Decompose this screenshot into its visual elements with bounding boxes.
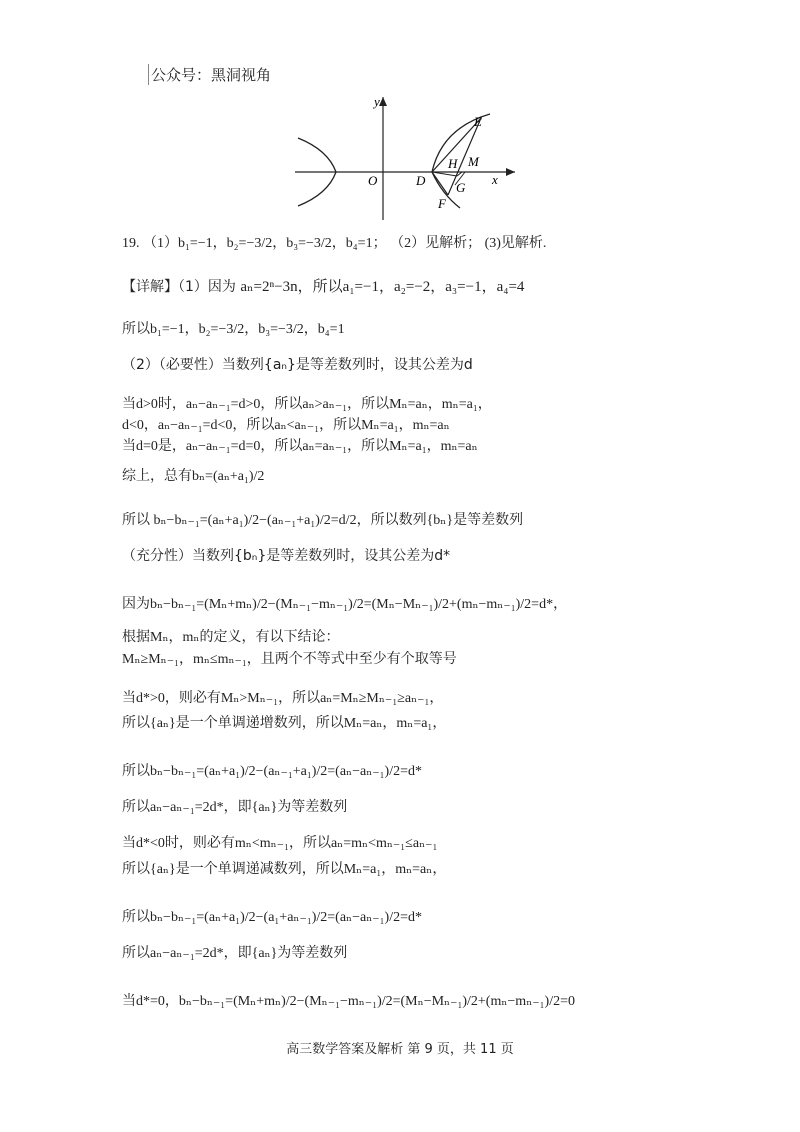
fig-label-E: E	[474, 114, 482, 129]
case3-line: 当d=0是，aₙ−aₙ₋₁=d=0，所以aₙ=aₙ₋₁，所以Mₙ=a₁，mₙ=aₙ	[122, 439, 478, 454]
detail-head	[122, 275, 524, 296]
neg4-line: 所以aₙ−aₙ₋₁=2d*，即{aₙ}为等差数列	[122, 946, 348, 961]
neg1-line: 当d*<0时，则必有mₙ<mₙ₋₁，所以aₙ=mₙ<mₙ₋₁≤aₙ₋₁	[122, 836, 438, 851]
b-values-line: 所以b₁=−1，b₂=−3/2，b₃=−3/2，b₄=1	[122, 322, 345, 337]
case2-line: d<0，aₙ−aₙ₋₁=d<0，所以aₙ<aₙ₋₁，所以Mₙ=a₁，mₙ=aₙ	[122, 418, 450, 433]
fig-label-y: y	[374, 94, 380, 109]
fig-label-F: F	[438, 196, 446, 211]
fig-label-D: D	[416, 173, 426, 188]
fig-label-x: x	[492, 172, 498, 187]
fig-label-G: G	[456, 180, 466, 195]
parabola-hyperbola-figure	[290, 92, 530, 222]
page-footer: 高三数学答案及解析 第 9 页，共 11 页	[286, 1042, 514, 1057]
pos2-line: 所以{aₙ}是一个单调递增数列，所以Mₙ=aₙ，mₙ=a₁，	[122, 716, 447, 731]
neg3-line: 所以bₙ−bₙ₋₁=(aₙ+a₁)/2−(a₁+aₙ₋₁)/2=(aₙ−aₙ₋₁)/2=d*	[122, 910, 423, 925]
pos3-line: 所以bₙ−bₙ₋₁=(aₙ+a₁)/2−(aₙ₋₁+a₁)/2=(aₙ−aₙ₋₁)/2=d*	[122, 764, 423, 779]
fig-label-O: O	[368, 173, 378, 188]
summary-line: 综上，总有bₙ=(aₙ+a₁)/2	[122, 469, 265, 484]
neg2-line: 所以{aₙ}是一个单调递减数列，所以Mₙ=a₁，mₙ=aₙ，	[122, 862, 447, 877]
fig-label-M: M	[468, 154, 479, 169]
sufficiency-line: （充分性）当数列{bₙ}是等差数列时，设其公差为d*	[122, 548, 451, 564]
detail-formula: aₙ=2ⁿ−3n，所以a₁=−1，a₂=−2，a₃=−1，a₄=4	[240, 279, 525, 295]
necessity-line: （2）（必要性）当数列{aₙ}是等差数列时，设其公差为d	[122, 357, 473, 373]
watermark: 公众号：黑洞视角	[148, 64, 273, 85]
case1-line: 当d>0时，aₙ−aₙ₋₁=d>0，所以aₙ>aₙ₋₁，所以Mₙ=aₙ，mₙ=a₁，	[122, 397, 492, 412]
detail-head-text: 【详解】（1）因为	[122, 279, 236, 295]
answer-line: 19. （1）b₁=−1，b₂=−3/2，b₃=−3/2，b₄=1； （2）见解析； (3)见解析.	[122, 236, 547, 251]
diff-line: 所以 bₙ−bₙ₋₁=(aₙ+a₁)/2−(aₙ₋₁+a₁)/2=d/2，所以数列{bₙ}是等差数列	[122, 513, 524, 528]
by-def-line: 根据Mₙ，mₙ的定义，有以下结论：	[122, 630, 340, 645]
ineq-line: Mₙ≥Mₙ₋₁，mₙ≤mₙ₋₁，且两个不等式中至少有个取等号	[122, 652, 457, 667]
because-line: 因为bₙ−bₙ₋₁=(Mₙ+mₙ)/2−(Mₙ₋₁−mₙ₋₁)/2=(Mₙ−Mₙ₋₁)/2+(mₙ−mₙ₋₁)/2=d*，	[122, 597, 568, 612]
fig-label-H: H	[448, 156, 458, 171]
pos1-line: 当d*>0，则必有Mₙ>Mₙ₋₁，所以aₙ=Mₙ≥Mₙ₋₁≥aₙ₋₁，	[122, 691, 444, 706]
zero-line: 当d*=0，bₙ−bₙ₋₁=(Mₙ+mₙ)/2−(Mₙ₋₁−mₙ₋₁)/2=(Mₙ−Mₙ₋₁)/2+(mₙ−mₙ₋₁)/2=0	[122, 994, 575, 1009]
pos4-line: 所以aₙ−aₙ₋₁=2d*，即{aₙ}为等差数列	[122, 800, 348, 815]
